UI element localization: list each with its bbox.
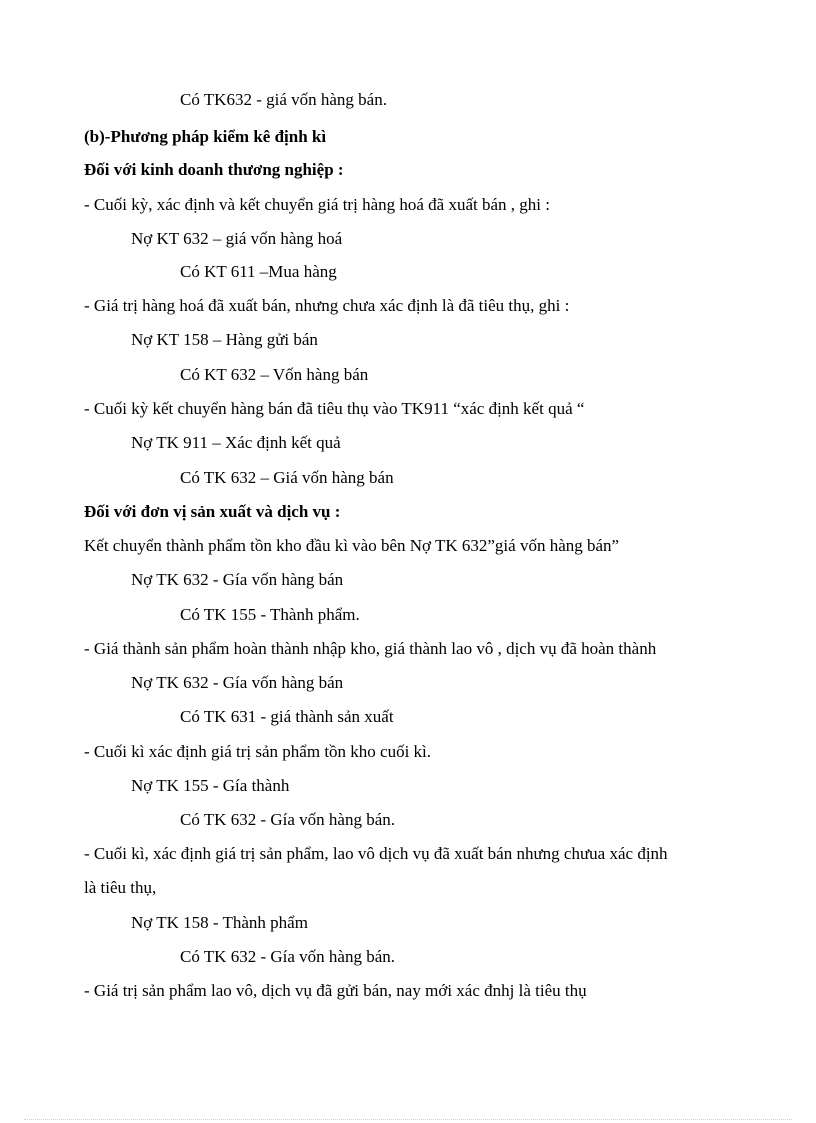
subsection-heading: Đối với đơn vị sản xuất và dịch vụ : (84, 502, 341, 521)
debit-entry: Nợ TK 632 - Gía vốn hàng bán (131, 673, 344, 692)
text-line: - Cuối kì xác định giá trị sản phẩm tồn kho cuối kì. (84, 742, 432, 761)
credit-entry: Có KT 611 –Mua hàng (180, 262, 337, 281)
credit-entry: Có TK 155 - Thành phẩm. (180, 605, 360, 624)
page-bottom-divider (24, 1119, 792, 1120)
debit-entry: Nợ TK 158 - Thành phẩm (131, 913, 308, 932)
credit-entry: Có TK 631 - giá thành sản xuất (180, 707, 394, 726)
debit-entry: Nợ KT 632 – giá vốn hàng hoá (131, 229, 343, 248)
credit-entry: Có KT 632 – Vốn hàng bán (180, 365, 369, 384)
text-line: là tiêu thụ, (84, 878, 157, 897)
subsection-heading: Đối với kinh doanh thương nghiệp : (84, 160, 344, 179)
text-line: Kết chuyển thành phẩm tồn kho đầu kì vào bên Nợ TK 632”giá vốn hàng bán” (84, 536, 620, 555)
debit-entry: Nợ KT 158 – Hàng gửi bán (131, 330, 318, 349)
text-line: Có TK632 - giá vốn hàng bán. (180, 90, 387, 109)
credit-entry: Có TK 632 - Gía vốn hàng bán. (180, 947, 395, 966)
text-line: - Giá trị hàng hoá đã xuất bán, nhưng chưa xác định là đã tiêu thụ, ghi : (84, 296, 570, 315)
debit-entry: Nợ TK 911 – Xác định kết quả (131, 433, 341, 452)
section-heading: (b)-Phương pháp kiểm kê định kì (84, 127, 327, 146)
text-line: - Giá trị sản phẩm lao vô, dịch vụ đã gửi bán, nay mới xác đnhj là tiêu thụ (84, 981, 587, 1000)
debit-entry: Nợ TK 632 - Gía vốn hàng bán (131, 570, 344, 589)
text-line: - Cuối kỳ, xác định và kết chuyển giá trị hàng hoá đã xuất bán , ghi : (84, 195, 550, 214)
text-line: - Cuối kỳ kết chuyển hàng bán đã tiêu thụ vào TK911 “xác định kết quả “ (84, 399, 585, 418)
credit-entry: Có TK 632 – Giá vốn hàng bán (180, 468, 394, 487)
debit-entry: Nợ TK 155 - Gía thành (131, 776, 290, 795)
credit-entry: Có TK 632 - Gía vốn hàng bán. (180, 810, 395, 829)
text-line: - Giá thành sản phẩm hoàn thành nhập kho, giá thành lao vô , dịch vụ đã hoàn thành (84, 639, 657, 658)
text-line: - Cuối kì, xác định giá trị sản phẩm, lao vô dịch vụ đã xuất bán nhưng chưua xác định (84, 844, 668, 863)
